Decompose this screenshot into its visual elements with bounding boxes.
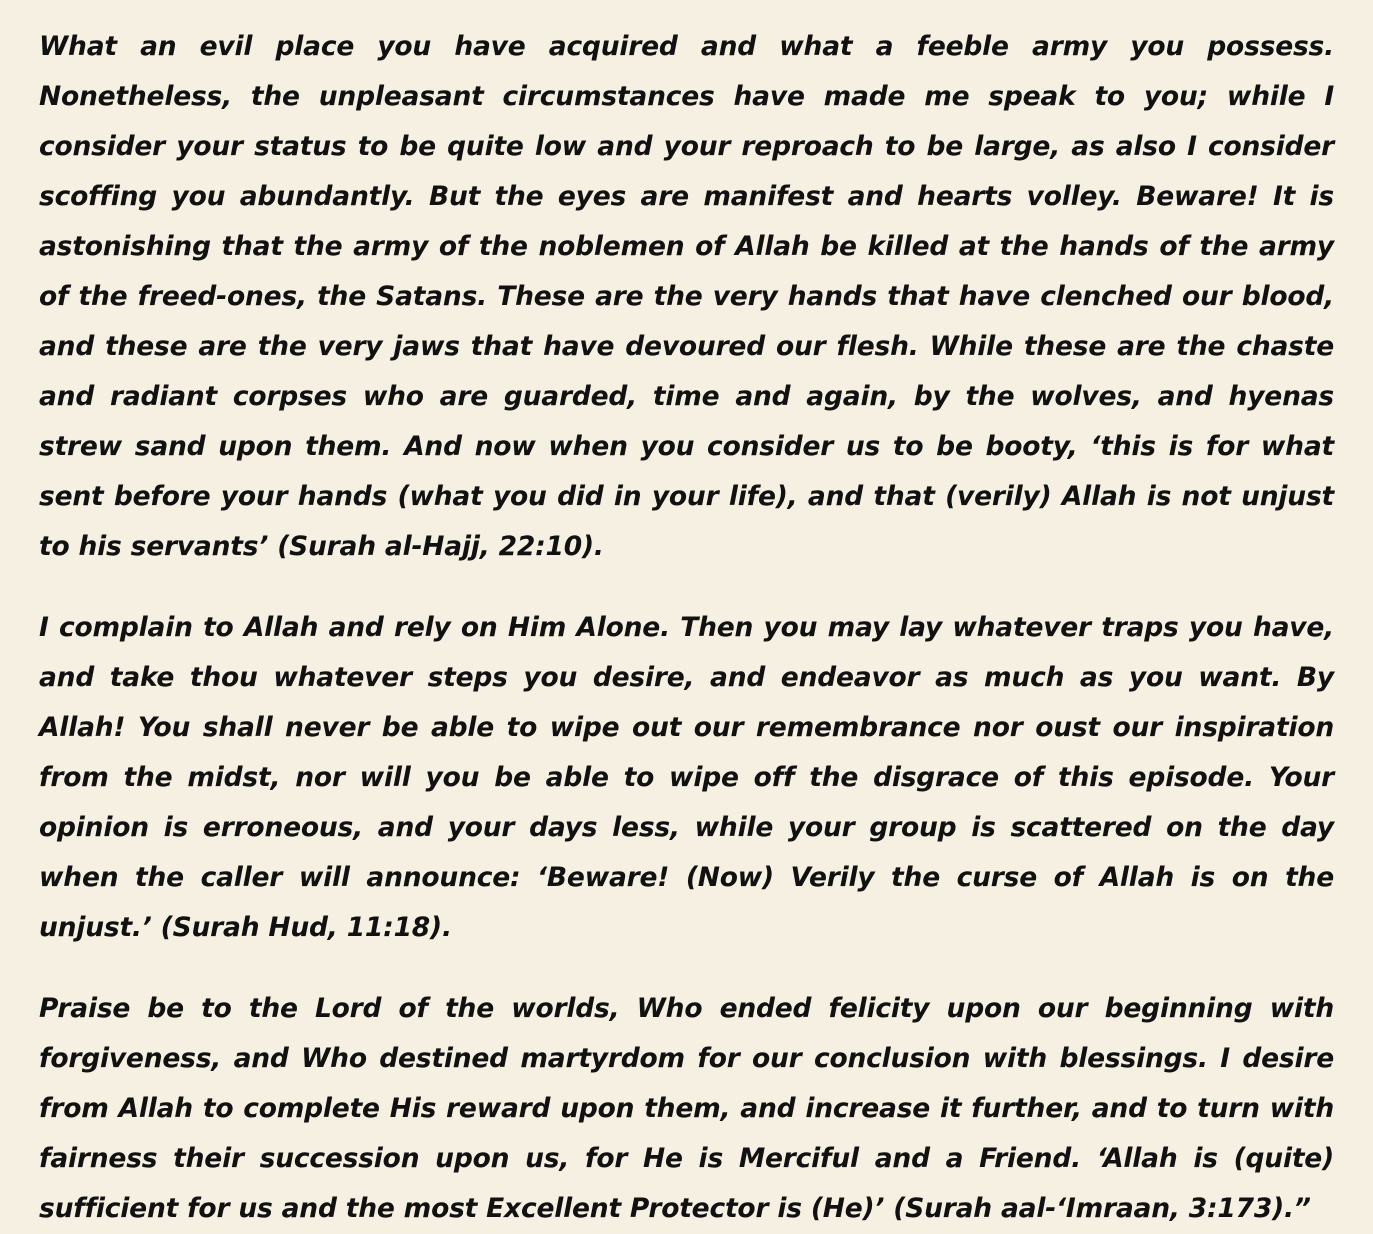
paragraph-2: I complain to Allah and rely on Him Alone. Then you may lay whatever traps you have, and take thou whatever steps you desire, and endeavor as much as you want. By Allah! You shall never be able to wipe out our remembrance nor oust our inspiration from the midst, nor will you be able to wipe off the disgrace of this episode. Your opinion is erroneous, and your days less, while your group is scattered on the day when the caller will announce: ‘Beware! (Now) Verily the curse of Allah is on the unjust.’ (Surah Hud, 11:18). [39, 612, 1334, 943]
paragraph-3: Praise be to the Lord of the worlds, Who ended felicity upon our beginning with forgiveness, and Who destined martyrdom for our conclusion with blessings. I desire from Allah to complete His reward upon them, and increase it further, and to turn with fairness their succession upon us, for He is Merciful and a Friend. ‘Allah is (quite) sufficient for us and the most Excellent Protector is (He)’ (Surah aal-‘Imraan, 3:173).” [39, 993, 1334, 1224]
paragraph-1: What an evil place you have acquired and what a feeble army you possess. Nonetheless, the unpleasant circumstances have made me speak to you; while I consider your status to be quite low and your reproach to be large, as also I consider scoffing you abundantly. But the eyes are manifest and hearts volley. Beware! It is astonishing that the army of the noblemen of Allah be killed at the hands of the army of the freed-ones, the Satans. These are the very hands that have clenched our blood, and these are the very jaws that have devoured our flesh. While these are the chaste and radiant corpses who are guarded, time and again, by the wolves, and hyenas strew sand upon them. And now when you consider us to be booty, ‘this is for what sent before your hands (what you did in your life), and that (verily) Allah is not unjust to his servants’ (Surah al-Hajj, 22:10). [39, 31, 1334, 562]
